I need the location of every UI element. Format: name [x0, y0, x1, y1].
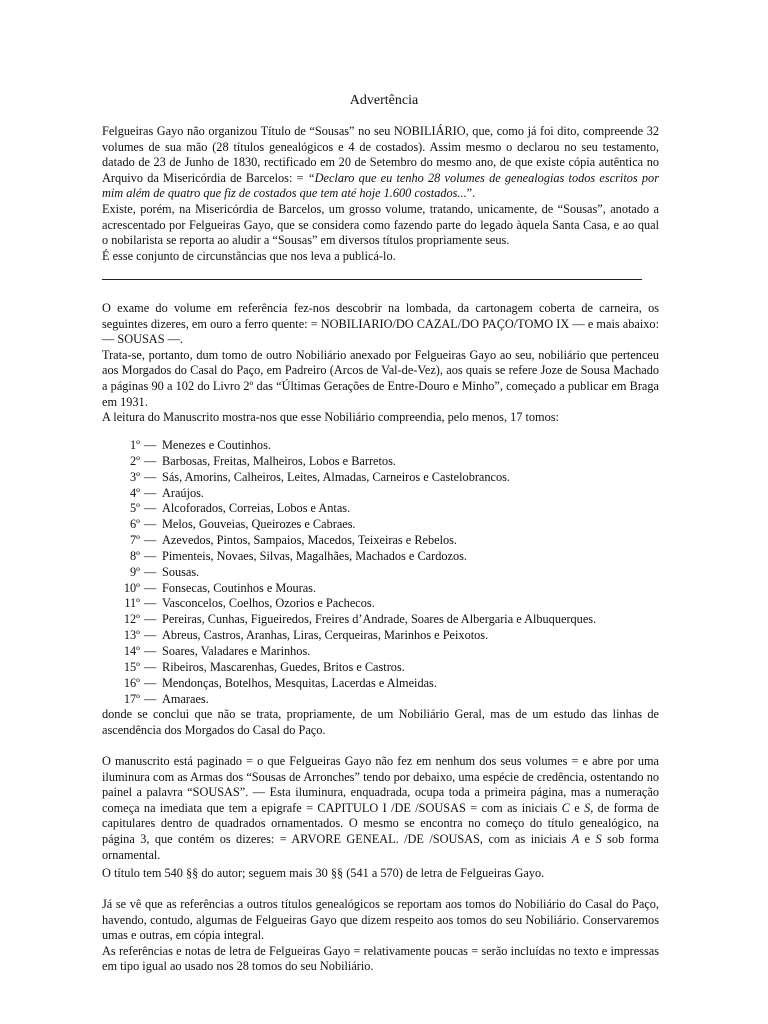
initial-s: S	[584, 800, 591, 815]
manuscript-paragraph: O manuscrito está paginado = o que Felgueiras Gayo não fez em nenhum dos seus volumes = e abre por uma iluminura com as Armas dos “Sousas de Arronches” tendo por debaixo, uma espécie de credência, ostentando no painel a palavra “SOUSAS”. — Esta iluminura, enquadrada, ocupa toda a primeira página, mas a numeração começa na imediata que tem a epigrafe = CAPITULO I /DE /SOUSAS = com as iniciais C e S, de forma de capitulares dentro de quadrados ornamentados. O mesmo se encontra no começo do título genealógico, na página 3, que contém os dizeres: = ARVORE GENEAL. /DE /SOUSAS, com as iniciais A e S sob forma ornamental.	[102, 754, 660, 862]
volume-list-item	[102, 533, 659, 549]
references-paragraph-1: Já se vê que as referências a outros títulos genealógicos se reportam aos tomos do Nobiliário do Casal do Paço, havendo, contudo, algumas de Felgueiras Gayo que dizem respeito aos tomos do seu Nobiliário. Conservaremos umas e outras, em cópia integral.	[102, 897, 659, 943]
volume-families: Fonsecas, Coutinhos e Mouras.	[162, 580, 317, 595]
volume-families: Amaraes.	[162, 691, 209, 706]
initial-c: C	[561, 800, 570, 815]
intro-paragraph-3: É esse conjunto de circunstâncias que nos leva a publicá-lo.	[102, 248, 396, 263]
volume-number: 4º	[130, 485, 140, 500]
volume-number: 7º	[130, 533, 140, 548]
volume-families: Ribeiros, Mascarenhas, Guedes, Britos e Castros.	[162, 659, 405, 674]
volume-list-item	[102, 454, 659, 470]
volume-list-item	[102, 676, 659, 692]
volume-dash: —	[144, 548, 157, 563]
volume-families: Pereiras, Cunhas, Figueiredos, Freires d’Andrade, Soares de Albergaria e Albuquerques.	[162, 612, 597, 627]
volume-families: Mendonças, Botelhos, Mesquitas, Lacerdas e Almeidas.	[162, 675, 437, 690]
volume-list-item	[102, 549, 659, 565]
volume-families: Abreus, Castros, Aranhas, Liras, Cerqueiras, Marinhos e Peixotos.	[162, 628, 489, 643]
volume-dash: —	[144, 612, 157, 627]
volume-list	[102, 438, 659, 707]
volume-list-item	[102, 565, 659, 581]
volume-families: Araújos.	[162, 485, 205, 500]
volume-number: 5º	[130, 501, 140, 516]
volume-families: Melos, Gouveias, Queirozes e Cabraes.	[162, 517, 356, 532]
volume-list-item	[102, 692, 659, 708]
volume-number: 6º	[130, 517, 140, 532]
volume-dash: —	[144, 469, 157, 484]
volume-dash: —	[144, 501, 157, 516]
volume-families: Vasconcelos, Coelhos, Ozorios e Pachecos.	[162, 596, 375, 611]
volume-number: 13º	[123, 628, 140, 643]
volume-dash: —	[144, 659, 157, 674]
volume-list-item	[102, 470, 659, 486]
volume-families: Sás, Amorins, Calheiros, Leites, Almadas, Carneiros e Castelobrancos.	[162, 469, 511, 484]
titulo-section	[102, 866, 659, 882]
volume-families: Menezes e Coutinhos.	[162, 438, 271, 452]
references-paragraph-2: As referências e notas de letra de Felgueiras Gayo = relativamente poucas = serão incluídas no texto e impressas em tipo igual ao usado nos 28 tomos do seu Nobiliário.	[102, 943, 659, 974]
volume-list-item	[102, 644, 659, 660]
volume-number: 3º	[130, 469, 140, 484]
section-divider	[102, 279, 642, 280]
volume-number: 11º	[124, 596, 140, 611]
volume-dash: —	[144, 675, 157, 690]
conclusion-section	[102, 707, 659, 738]
volume-number: 12º	[123, 612, 140, 627]
volume-list-item	[102, 660, 659, 676]
volume-list-item	[102, 612, 659, 628]
volume-list-item	[102, 628, 659, 644]
volume-dash: —	[144, 596, 157, 611]
spine-paragraph: O exame do volume em referência fez-nos descobrir na lombada, da cartonagem coberta de carneira, os seguintes dizeres, em ouro a ferro quente: = NOBILIARIO/DO CAZAL/DO PAÇO/TOMO IX — e mais abaixo: — SOUSAS —.	[102, 301, 659, 347]
volume-list-item	[102, 581, 659, 597]
volume-list-item	[102, 517, 659, 533]
nobiliario-paragraph: Trata-se, portanto, dum tomo de outro Nobiliário anexado por Felgueiras Gayo ao seu, nobiliário que pertenceu aos Morgados do Casal do Paço, em Padreiro (Arcos de Val-de-Vez), aos quais se refere Joze de Sousa Machado a páginas 90 a 102 do Livro 2º das “Últimas Gerações de Entre-Douro e Minho”, começado a publicar em Braga em 1931.	[102, 347, 659, 409]
volume-families: Pimenteis, Novaes, Silvas, Magalhães, Machados e Cardozos.	[162, 548, 467, 563]
intro-section	[102, 124, 659, 264]
volume-families: Sousas.	[162, 564, 200, 579]
volume-number: 2º	[130, 453, 140, 468]
volume-dash: —	[144, 533, 157, 548]
volume-dash: —	[144, 580, 157, 595]
volume-dash: —	[144, 643, 157, 658]
references-section	[102, 897, 659, 975]
volume-dash: —	[144, 517, 157, 532]
volume-number: 15º	[123, 659, 140, 674]
volume-families: Alcoforados, Correias, Lobos e Antas.	[162, 501, 351, 516]
volume-dash: —	[144, 564, 157, 579]
initial-a: A	[571, 831, 580, 846]
volume-dash: —	[144, 691, 157, 706]
volume-families: Barbosas, Freitas, Malheiros, Lobos e Barretos.	[162, 453, 396, 468]
volume-number: 9º	[130, 564, 140, 579]
volume-dash: —	[144, 453, 157, 468]
titulo-paragraph: O título tem 540 §§ do autor; seguem mais 30 §§ (541 a 570) de letra de Felgueiras Gayo.	[102, 866, 545, 880]
volume-number: 16º	[123, 675, 140, 690]
volume-families: Soares, Valadares e Marinhos.	[162, 643, 311, 658]
volume-list-item	[102, 486, 659, 502]
volume-families: Azevedos, Pintos, Sampaios, Macedos, Teixeiras e Rebelos.	[162, 533, 458, 548]
volume-list-item	[102, 501, 659, 517]
testament-quote: “Declaro que eu tenho 28 volumes de genealogias todos escritos por mim além de quatro que fiz de costados que tem até hoje 1.600 costados...	[102, 170, 659, 201]
volume-dash: —	[144, 628, 157, 643]
intro-paragraph-1: Felgueiras Gayo não organizou Título de “Sousas” no seu NOBILIÁRIO, que, como já foi dito, compreende 32 volumes de sua mão (28 títulos genealógicos e 4 de costados). Assim mesmo o declarou no seu testamento, datado de 23 de Junho de 1830, rectificado em 20 de Setembro do mesmo ano, de que existe cópia autêntica no Arquivo da Misericórdia de Barcelos: = “Declaro que eu tenho 28 volumes de genealogias todos escritos por mim além de quatro que fiz de costados que tem até hoje 1.600 costados...”.	[102, 124, 659, 201]
volume-dash: —	[144, 438, 157, 452]
volume-list-item	[102, 438, 659, 454]
volume-description-section	[102, 301, 659, 426]
volume-list-item	[102, 596, 659, 612]
initial-s-2: S	[595, 831, 602, 846]
volume-dash: —	[144, 485, 157, 500]
volume-number: 1º	[130, 438, 140, 452]
manuscript-section	[102, 754, 659, 863]
volume-number: 17º	[123, 691, 140, 706]
volume-number: 8º	[130, 548, 140, 563]
page-title: Advertência	[349, 93, 419, 108]
intro-paragraph-2: Existe, porém, na Misericórdia de Barcelos, um grosso volume, tratando, unicamente, de “Sousas”, anotado a acrescentado por Felgueiras Gayo, que se considera como fazendo parte do legado àquela Santa Casa, e ao qual o nobilarista se reporta ao aludir a “Sousas” em diversos títulos propriamente seus.	[102, 201, 659, 248]
tomos-intro-paragraph: A leitura do Manuscrito mostra-nos que esse Nobiliário compreendia, pelo menos, 17 tomos:	[102, 410, 559, 425]
volume-number: 10º	[123, 580, 140, 595]
conclusion-paragraph: donde se conclui que não se trata, propriamente, de um Nobiliário Geral, mas de um estudo das linhas de ascendência dos Morgados do Casal do Paço.	[102, 707, 659, 737]
volume-number: 14º	[123, 643, 140, 658]
